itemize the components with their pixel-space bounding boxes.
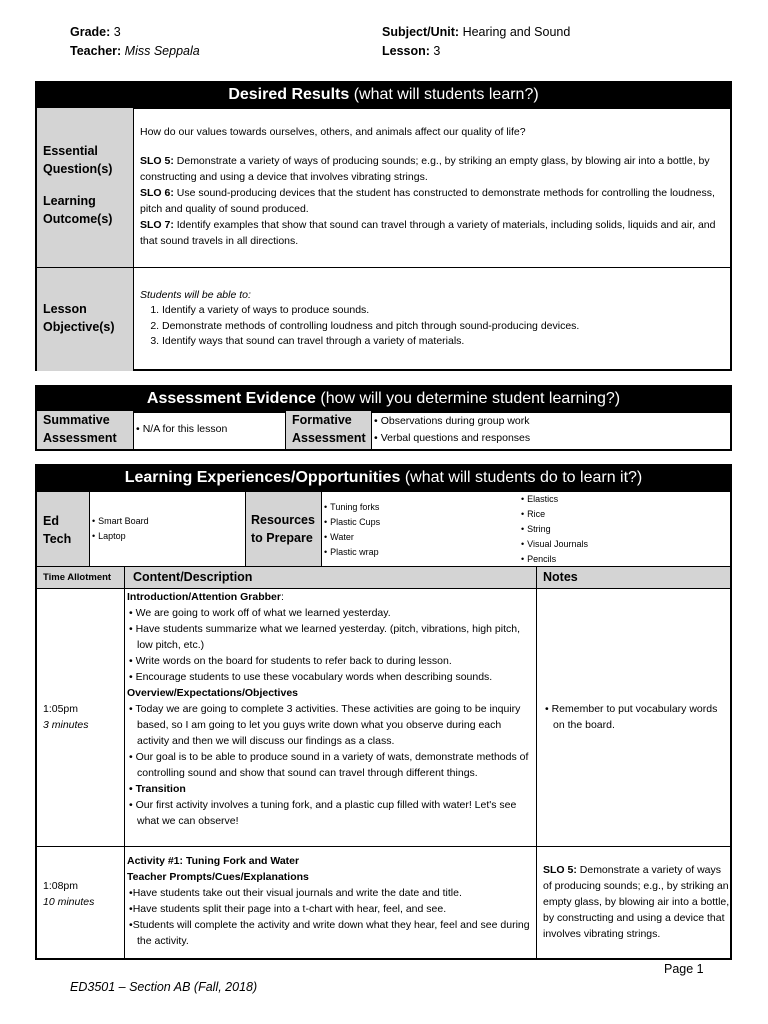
resources-label: Resources to Prepare xyxy=(251,513,315,545)
learning-header: Learning Experiences/Opportunities (what will students do to learn it?) xyxy=(35,464,732,492)
assessment-header: Assessment Evidence (how will you determine student learning?) xyxy=(35,385,732,413)
list-item: • Visual Journals xyxy=(521,537,701,552)
page-number: Page 1 xyxy=(664,962,704,976)
row-time: 1:05pm xyxy=(43,703,79,715)
list-item: • Today we are going to complete 3 activities. These activities are going to be inquiry based, so I am going to let you guys write down what you observe during each activity and then we will discuss our findings as a class. xyxy=(129,703,521,747)
activity-heading: Activity #1: Tuning Fork and Water xyxy=(127,855,300,867)
table-row xyxy=(37,847,730,960)
grade-line: Grade: 3 xyxy=(70,25,121,39)
outcome-slo5: SLO 5: Demonstrate a variety of ways of producing sounds; e.g., by striking an empty glass, by blowing air into a bottle, by constructing and using a device that involves vibrating strings. xyxy=(140,155,710,183)
outcomes-row xyxy=(37,108,730,267)
list-item: •Students will complete the activity and write down what they hear, feel and see during the activity. xyxy=(129,919,530,947)
row-time: 1:08pm xyxy=(43,880,79,892)
list-item: • Rice xyxy=(521,507,701,522)
list-item: • Water xyxy=(324,530,502,545)
column-header-row xyxy=(37,567,730,589)
col-notes-header: Notes xyxy=(543,570,578,584)
lesson-line: Lesson: 3 xyxy=(382,44,441,58)
row-note: • Remember to put vocabulary words on the board. xyxy=(545,703,718,731)
assessment-table xyxy=(35,411,732,451)
outcome-slo7: SLO 7: Identify examples that show that sound can travel through a variety of materials, including solids, liquids and air, and that sound travels in all directions. xyxy=(140,219,716,247)
subject-line: Subject/Unit: Hearing and Sound xyxy=(382,25,571,39)
objectives-list xyxy=(162,303,724,350)
objective-label: Lesson Objective(s) xyxy=(43,302,115,334)
list-item: •Have students split their page into a t-chart with hear, feel, and see. xyxy=(129,903,447,915)
resources-row xyxy=(37,492,730,567)
summative-label: Summative Assessment xyxy=(43,413,117,445)
overview-heading: Overview/Expectations/Objectives xyxy=(127,687,298,699)
desired-results-header: Desired Results (what will students learn?) xyxy=(35,81,732,109)
list-item: • Encourage students to use these vocabulary words when describing sounds. xyxy=(129,671,493,683)
row-duration: 3 minutes xyxy=(43,719,89,731)
list-item: • Observations during group work xyxy=(374,413,730,430)
list-item: • Our goal is to be able to produce sound in a variety of wats, demonstrate methods of controlling sound and show that sound can travel through different things. xyxy=(129,751,529,779)
resources-list-1 xyxy=(324,500,502,560)
col-time-header: Time Allotment xyxy=(37,567,125,588)
list-item: • String xyxy=(521,522,701,537)
formative-label: Formative Assessment xyxy=(292,413,366,445)
list-item: • Our first activity involves a tuning fork, and a plastic cup filled with water! Let's see what we can observe! xyxy=(129,799,517,827)
edtech-list xyxy=(92,514,240,544)
edtech-label: Ed Tech xyxy=(43,514,72,546)
transition-heading: • Transition xyxy=(129,783,186,795)
resources-list-2 xyxy=(521,492,701,567)
list-item: • Tuning forks xyxy=(324,500,502,515)
course-footer: ED3501 – Section AB (Fall, 2018) xyxy=(70,980,258,994)
list-item: 2. Demonstrate methods of controlling loudness and pitch through sound-producing devices. xyxy=(162,319,724,335)
list-item: • Pencils xyxy=(521,552,701,567)
objective-intro: Students will be able to: xyxy=(140,289,251,301)
list-item: • We are going to work off of what we learned yesterday. xyxy=(129,607,391,619)
list-item: • Smart Board xyxy=(92,514,240,529)
essential-question: How do our values towards ourselves, others, and animals affect our quality of life? xyxy=(140,126,526,138)
list-item: • Write words on the board for students to refer back to during lesson. xyxy=(129,655,452,667)
list-item: 1. Identify a variety of ways to produce sounds. xyxy=(162,303,724,319)
desired-results-table xyxy=(35,108,732,371)
list-item: •Have students take out their visual journals and write the date and title. xyxy=(129,887,462,899)
table-row xyxy=(37,589,730,847)
list-item: • Plastic Cups xyxy=(324,515,502,530)
list-item: • Laptop xyxy=(92,529,240,544)
outcome-slo6: SLO 6: Use sound-producing devices that the student has constructed to demonstrate methods for controlling the loudness, pitch and quality of sound produced. xyxy=(140,187,715,215)
row-note: SLO 5: Demonstrate a variety of ways of producing sounds; e.g., by striking an empty glass, by blowing air into a bottle, by constructing and using a device that involves vibrating strings. xyxy=(543,864,730,940)
objectives-row xyxy=(37,267,730,371)
prompts-heading: Teacher Prompts/Cues/Explanations xyxy=(127,871,309,883)
formative-list xyxy=(374,413,730,447)
col-content-header: Content/Description xyxy=(125,567,537,588)
list-item: • Plastic wrap xyxy=(324,545,502,560)
learning-table xyxy=(35,492,732,960)
essential-label: Essential Question(s) xyxy=(43,144,113,176)
row-duration: 10 minutes xyxy=(43,896,95,908)
list-item: 3. Identify ways that sound can travel through a variety of materials. xyxy=(162,334,724,350)
learning-label: Learning Outcome(s) xyxy=(43,194,113,226)
teacher-line: Teacher: Miss Seppala xyxy=(70,44,200,58)
summative-value: • N/A for this lesson xyxy=(136,423,285,435)
intro-heading: Introduction/Attention Grabber: xyxy=(127,591,284,603)
list-item: • Verbal questions and responses xyxy=(374,430,730,447)
list-item: • Have students summarize what we learned yesterday. (pitch, vibrations, high pitch, low pitch, etc.) xyxy=(129,623,520,651)
list-item: • Elastics xyxy=(521,492,701,507)
